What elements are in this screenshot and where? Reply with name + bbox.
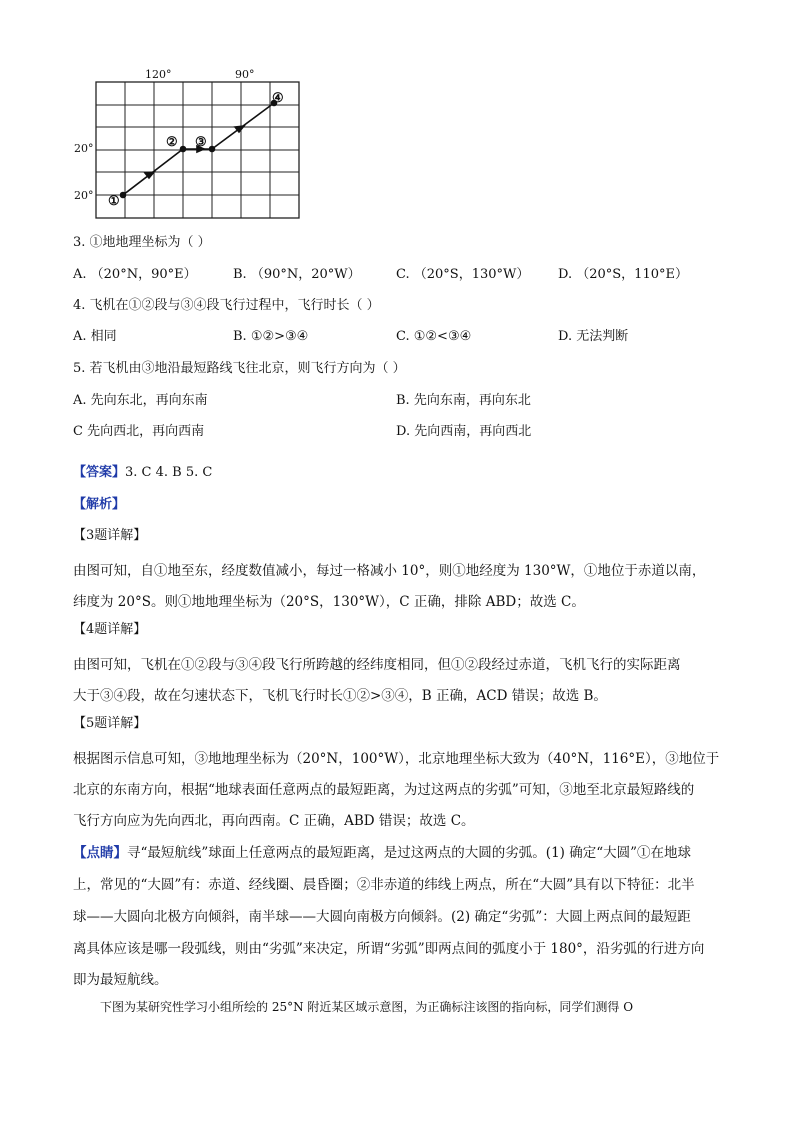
answer-text: 3. C 4. B 5. C	[125, 465, 213, 480]
question-3-option-a: A. （20°N，90°E）	[73, 267, 197, 282]
question-5-option-b: B. 先向东南，再向东北	[396, 393, 531, 408]
point-2-label: ②	[166, 135, 178, 150]
question-3-stem: 3. ①地地理坐标为（ ）	[73, 235, 211, 250]
detail-5-heading: 【5题详解】	[73, 716, 147, 731]
point-3-dot	[210, 147, 215, 152]
detail-3-line-1: 由图可知，自①地至东，经度数值减小，每过一格减小 10°，则①地经度为 130°W，①地位于赤道以南，	[73, 563, 706, 579]
lon-label-90: 90°	[235, 68, 255, 81]
detail-3-line-2: 纬度为 20°S。则①地地理坐标为（20°S，130°W），C 正确，排除 ABD；故选 C。	[73, 594, 585, 610]
question-4-option-d: D. 无法判断	[558, 329, 629, 344]
detail-3-heading: 【3题详解】	[73, 528, 147, 543]
question-3-option-c: C. （20°S，130°W）	[396, 267, 530, 282]
tip-line-2: 上，常见的“大圆”有：赤道、经线圈、晨昏圈；②非赤道的纬线上两点，所在“大圆”具有以下特征：北半	[73, 877, 695, 893]
answer-row	[73, 465, 212, 481]
flight-grid-figure	[70, 62, 310, 222]
question-4-option-b: B. ①②>③④	[233, 329, 309, 344]
tip-line-3: 球——大圆向北极方向倾斜，南半球——大圆向南极方向倾斜。(2) 确定“劣弧”：大圆上两点间的最短距	[73, 909, 691, 925]
next-question-intro: 下图为某研究性学习小组所绘的 25°N 附近某区域示意图，为正确标注该图的指向标，同学们测得 O	[100, 1000, 634, 1014]
tip-line-4: 离具体应该是哪一段弧线，则由“劣弧”来决定，所谓“劣弧”即两点间的弧度小于 180°，沿劣弧的行进方向	[73, 941, 705, 957]
question-4-option-a: A. 相同	[73, 329, 117, 344]
point-1-label: ①	[108, 194, 120, 209]
question-3-option-b: B. （90°N，20°W）	[233, 267, 361, 282]
question-3-option-d: D. （20°S，110°E）	[558, 267, 688, 282]
point-2-dot	[181, 147, 186, 152]
tip-label: 【点睛】	[73, 845, 127, 861]
detail-4-heading: 【4题详解】	[73, 622, 147, 637]
detail-4-line-2: 大于③④段，故在匀速状态下，飞机飞行时长①②>③④，B 正确，ACD 错误；故选 B。	[73, 688, 607, 704]
question-4-option-c: C. ①②<③④	[396, 329, 472, 344]
question-4-stem: 4. 飞机在①②段与③④段飞行过程中，飞行时长（ ）	[73, 298, 380, 313]
point-4-label: ④	[272, 91, 284, 106]
question-5-option-d: D. 先向西南，再向西北	[396, 424, 532, 439]
tip-line-1	[73, 841, 691, 861]
question-5-stem: 5. 若飞机由③地沿最短路线飞往北京，则飞行方向为（ ）	[73, 361, 406, 376]
tip-line-1-text: 寻“最短航线”球面上任意两点的最短距离，是过这两点的大圆的劣弧。(1) 确定“大圆”①在地球	[127, 845, 692, 861]
question-5-option-a: A. 先向东北，再向东南	[73, 393, 208, 408]
lat-label-upper: 20°	[74, 142, 94, 155]
analysis-label: 【解析】	[73, 497, 126, 512]
point-1-dot	[121, 193, 126, 198]
tip-line-5: 即为最短航线。	[73, 972, 168, 988]
question-5-option-c: C 先向西北，再向西南	[73, 424, 205, 439]
detail-5-line-2: 北京的东南方向，根据“地球表面任意两点的最短距离，为过这两点的劣弧”可知，③地至北京最短路线的	[73, 782, 695, 798]
lon-label-120: 120°	[145, 68, 172, 81]
answer-label: 【答案】	[73, 465, 126, 480]
point-3-label: ③	[195, 135, 207, 150]
detail-5-line-1: 根据图示信息可知，③地地理坐标为（20°N，100°W），北京地理坐标大致为（40°N，116°E），③地位于	[73, 751, 720, 767]
lat-label-lower: 20°	[74, 189, 94, 202]
detail-4-line-1: 由图可知，飞机在①②段与③④段飞行所跨越的经纬度相同，但①②段经过赤道，飞机飞行的实际距离	[73, 657, 681, 673]
detail-5-line-3: 飞行方向应为先向西北，再向西南。C 正确，ABD 错误；故选 C。	[73, 813, 475, 829]
